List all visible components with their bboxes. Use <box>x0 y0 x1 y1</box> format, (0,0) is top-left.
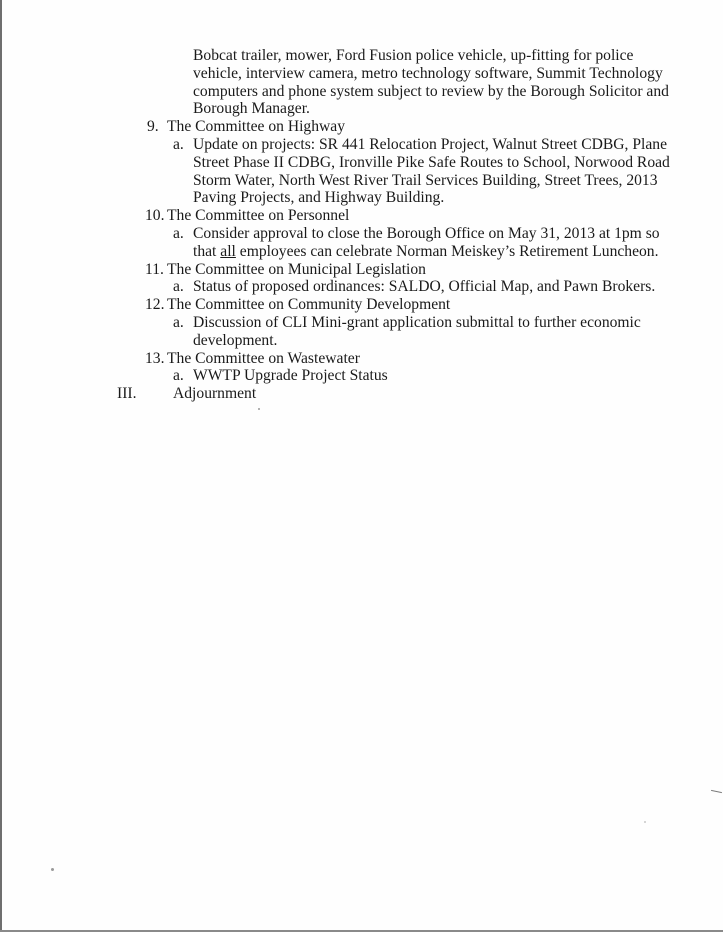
agenda-item-11 <box>0 261 723 279</box>
emphasis-underline: all <box>220 242 236 260</box>
item-number: 9. <box>147 118 159 136</box>
section-numeral: III. <box>117 385 137 403</box>
sub-item-line: development. <box>193 331 278 349</box>
item-number: 11. <box>145 260 164 278</box>
agenda-item-10 <box>0 207 723 225</box>
scan-speck <box>644 821 646 823</box>
sub-item <box>0 367 723 385</box>
agenda-item-12 <box>0 296 723 314</box>
item-title: The Committee on Highway <box>167 118 345 136</box>
sub-item-line: Street Phase II CDBG, Ironville Pike Safe Routes to School, Norwood Road <box>193 153 670 171</box>
sub-item-marker: a. <box>173 224 184 242</box>
agenda-item-9 <box>0 118 723 136</box>
sub-item <box>0 136 723 154</box>
section-title: Adjournment <box>173 385 257 403</box>
sub-item-marker: a. <box>173 367 184 385</box>
sub-item-text: WWTP Upgrade Project Status <box>193 367 388 385</box>
item-number: 13. <box>145 349 165 367</box>
sub-item <box>0 314 723 332</box>
item-title: The Committee on Wastewater <box>167 349 360 367</box>
sub-item-line: Storm Water, North West River Trail Services Building, Street Trees, 2013 <box>193 171 658 189</box>
sub-item-text: Consider approval to close the Borough Office on May 31, 2013 at 1pm so <box>193 224 660 242</box>
continuation-line: Borough Manager. <box>193 100 310 118</box>
item-title: The Committee on Personnel <box>167 207 350 225</box>
item-title: The Committee on Community Development <box>167 296 451 314</box>
continuation-line: computers and phone system subject to review by the Borough Solicitor and <box>193 82 669 100</box>
continuation-line: Bobcat trailer, mower, Ford Fusion police vehicle, up-fitting for police <box>193 47 634 64</box>
scan-speck <box>51 868 54 871</box>
sub-item-line: that all employees can celebrate Norman Meiskey’s Retirement Luncheon. <box>193 242 659 260</box>
item-number: 10. <box>145 207 165 225</box>
agenda-item-13 <box>0 350 723 368</box>
sub-item-text: Discussion of CLI Mini-grant application submittal to further economic <box>193 313 641 331</box>
sub-item <box>0 278 723 296</box>
scan-mark <box>711 790 722 793</box>
sub-item-marker: a. <box>173 313 184 331</box>
continuation-line: vehicle, interview camera, metro technology software, Summit Technology <box>193 64 663 82</box>
item-title: The Committee on Municipal Legislation <box>167 260 426 278</box>
sub-item <box>0 225 723 243</box>
sub-item-marker: a. <box>173 135 184 153</box>
sub-item-line: Paving Projects, and Highway Building. <box>193 189 445 207</box>
agenda-content <box>0 47 723 403</box>
sub-item-text: Status of proposed ordinances: SALDO, Official Map, and Pawn Brokers. <box>193 278 656 296</box>
item-number: 12. <box>145 296 165 314</box>
sub-item-text: Update on projects: SR 441 Relocation Project, Walnut Street CDBG, Plane <box>193 135 667 153</box>
sub-item-marker: a. <box>173 278 184 296</box>
scan-speck <box>258 408 260 410</box>
section-adjournment <box>0 385 723 403</box>
